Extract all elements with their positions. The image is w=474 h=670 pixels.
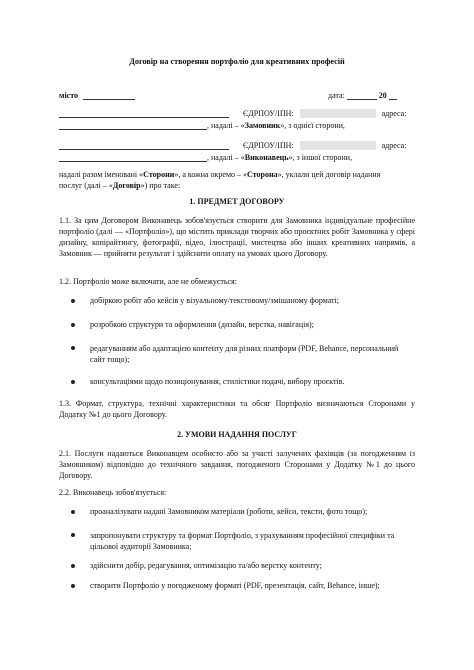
intro-text: надалі разом іменовані «: [59, 170, 144, 179]
bullet-icon: [71, 510, 75, 514]
clause-1-1: 1.1. За цим Договором Виконавець зобов'язується створити для Замовника індивідуальне професійне портфоліо (далі — «Портфоліо»), що містить приклади творчих або проєктних робіт Замовника у сфері дизайну, копірайтингу, фотографії, відео, ілюстрації, мистецтва або інших креативних напрямів, а Замовник — прийняти результат і здійснити оплату на умовах цього Договору.: [59, 216, 415, 259]
list-item: створити Портфоліо у погодженому форматі (PDF, презентація, сайт, Behance, інше);: [90, 581, 380, 590]
clause-2-1: 2.1. Послуги надаються Виконавцем особисто або за участі залучених фахівців (за погодженням із Замовником) відповідно до технічного завдання, погодженого Сторонами у Додатку №1 до цього Договору.: [59, 449, 415, 481]
clause-1-3: 1.3. Формат, структура, технічні характеристики та обсяг Портфоліо визначаються Сторонами у Додатку №1 до цього Договору.: [59, 399, 415, 420]
list-item: здійснити добір, редагування, оптимізацію та/або верстку контенту;: [90, 561, 322, 570]
document-title: Договір на створення портфоліо для креативних професій: [129, 57, 345, 66]
city-field[interactable]: [83, 90, 135, 100]
contractor-role: Виконавець: [244, 153, 289, 162]
date-line: дата: 20: [328, 90, 397, 100]
bullet-icon: [71, 380, 75, 384]
year-field[interactable]: [389, 90, 397, 100]
intro-text: ») про таке:: [140, 181, 181, 190]
customer-line-2: [59, 120, 345, 130]
contractor-edrpou-label: ЄДРПОУ/ІПН:: [243, 141, 294, 150]
contractor-role-suffix: », з іншої сторони,: [288, 153, 353, 162]
intro-text: », а кожна окремо – «: [174, 170, 248, 179]
customer-role-suffix: », з однієї сторони,: [280, 121, 345, 130]
term-party: Сторона: [247, 170, 278, 179]
term-parties: Сторони: [143, 170, 175, 179]
customer-edrpou-field[interactable]: [300, 109, 376, 118]
list-item: запропонувати структуру та формат Портфоліо, з урахуванням професійної специфіки та цільової аудиторії Замовника;: [90, 531, 395, 551]
customer-role: Замовник: [244, 121, 281, 130]
contractor-line-2: [59, 152, 352, 162]
list-item: добіркою робіт або кейсів у візуальному/текстовому/змішаному форматі;: [90, 296, 339, 305]
list-item: розробкою структури та оформлення (дизайн, верстка, навігація);: [90, 320, 314, 329]
list-item: консультаціями щодо позиціонування, стилістики подачі, вибору проєктів.: [90, 377, 345, 386]
customer-address-field[interactable]: [59, 120, 207, 130]
date-label: дата: [328, 91, 343, 100]
contractor-address-field[interactable]: [59, 152, 207, 162]
clause-2-2: 2.2. Виконавець зобов'язується:: [59, 488, 167, 497]
contractor-role-prefix: , надалі – «: [207, 153, 245, 162]
bullet-icon: [71, 323, 75, 327]
list-item: проаналізувати надані Замовником матеріали (роботи, кейси, тексти, фото тощо);: [90, 507, 368, 516]
contractor-name-field[interactable]: [59, 140, 229, 150]
city-label: місто: [59, 91, 79, 100]
contractor-address-label: адреса:: [381, 141, 407, 150]
customer-edrpou-label: ЄДРПОУ/ІПН:: [243, 109, 294, 118]
list-item: редагуванням або адаптацією контенту для різних платформ (PDF, Behance, персональний сайт тощо);: [90, 344, 399, 364]
section-1-heading: 1. ПРЕДМЕТ ДОГОВОРУ: [189, 197, 285, 206]
bullet-icon: [71, 299, 75, 303]
customer-line-1: [59, 108, 406, 118]
clause-1-2: 1.2. Портфоліо може включати, але не обмежується:: [59, 277, 237, 286]
contractor-line-1: [59, 140, 406, 150]
city-line: [59, 90, 135, 100]
intro-line-2: [59, 181, 180, 190]
intro-text: послуг (далі – «: [59, 181, 113, 190]
bullet-icon: [71, 564, 75, 568]
intro-text: », уклали цей договір надання: [277, 170, 381, 179]
year-label: 20: [378, 91, 387, 100]
term-contract: Договір: [112, 181, 141, 190]
date-field[interactable]: [347, 90, 377, 100]
customer-role-prefix: , надалі – «: [207, 121, 245, 130]
section-2-heading: 2. УМОВИ НАДАННЯ ПОСЛУГ: [177, 430, 297, 439]
intro-line-1: [59, 170, 380, 179]
bullet-icon: [71, 584, 75, 588]
customer-address-label: адреса:: [381, 109, 407, 118]
bullet-icon: [71, 533, 75, 537]
contractor-edrpou-field[interactable]: [300, 141, 376, 150]
customer-name-field[interactable]: [59, 108, 229, 118]
bullet-icon: [71, 346, 75, 350]
